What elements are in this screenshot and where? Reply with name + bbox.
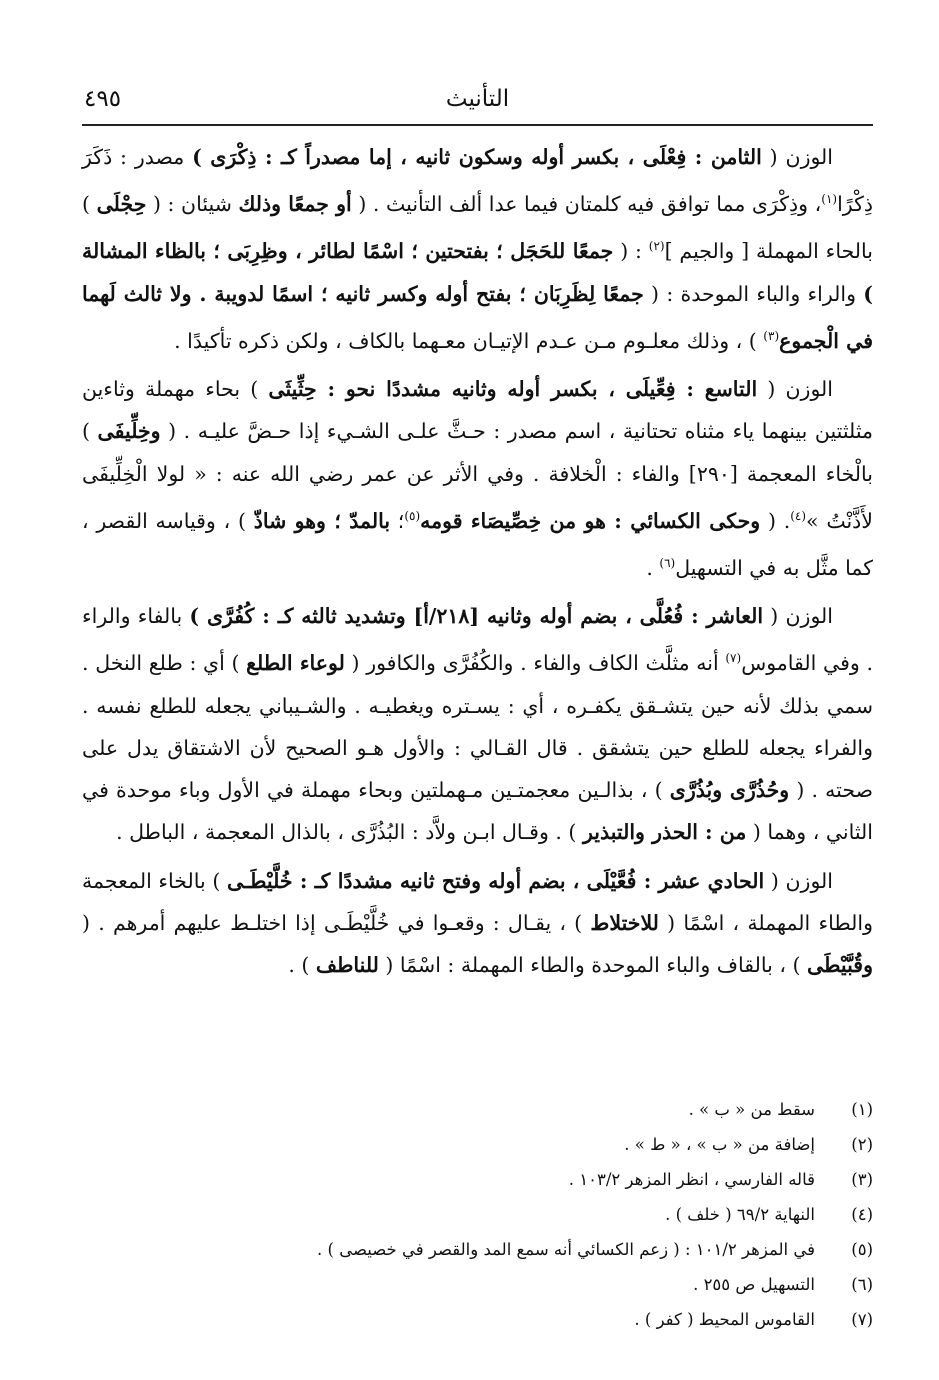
paragraph-ninth-pattern [82,368,873,589]
sharh-text: : ( [613,239,649,264]
sharh-text: ) ، بذالـين معجمتـين مـهملتين وبحاء مهملة في الأول وباء موحدة في الثاني ، وهما ( [82,778,873,845]
matn-text: الثامن : فِعْلَى ، بكسر أوله وسكون ثانيه ، إما مصدراً كـ : ذِكْرَى ) [192,145,762,169]
footnote-marker: (١) [821,192,838,207]
matn-text: التاسع : فِعِّيلَى ، بكسر أوله وثانيه مشددًا نحو : حِثِّيثَى [268,376,758,401]
running-title: التأنيث [445,86,510,112]
sharh-text: مصدر : ذَكَرَ ذِكْرًا [82,145,873,217]
footnote-item [82,1197,873,1232]
sharh-text: الوزن ( [761,145,833,169]
matn-text: جمعًا لِظَرِبَان ؛ بفتح أوله وكسر ثانيه ؛ اسمًا لدويبة . ولا ثالث لَهما في الْجموع [82,281,873,353]
footnote-marker: (٥) [404,508,421,523]
sharh-text: والراء والباء الموحدة : ( [643,281,864,306]
sharh-text: الوزن ( [757,376,833,401]
sharh-text: ) بالْخاء المعجمة [٢٩٠] والفاء : الْخلافة . وفي الأثر عن عمر رضي الله عنه : « لولا الْخِلِّيفَى لأَذَّنْتُ » [82,419,874,533]
sharh-text: ، وذِكْرَى مما توافق فيه كلمتان فيما عدا ألف التأنيث . ( [351,192,822,217]
footnote-number: (٣) [851,1170,873,1189]
sharh-text: الوزن ( [764,868,833,893]
matn-text: للاختلاط [590,911,659,936]
sharh-text: الوزن ( [763,604,833,629]
sharh-text: ؛ [390,508,405,533]
matn-text: الحادي عشر : فُعَّيْلَى ، بضم أوله وفتح ثانيه مشددًا كـ : خُلَّيْطَـى [227,868,765,893]
sharh-text: . [646,555,660,580]
sharh-text: ) . وقـال ابـن ولاَّد : البُذُرَّى ، بالذال المعجمة ، الباطل . [116,820,583,845]
sharh-text: ) . [288,953,316,978]
footnote-item [82,1302,873,1337]
matn-text: للناطف [315,953,379,978]
footnote-item [82,1092,873,1127]
footnote-text: النهاية ٦٩/٢ ( خلف ) . [665,1205,815,1224]
matn-text: لوعاء الطلع [246,651,345,676]
main-text [82,136,873,987]
footnote-marker: (٦) [659,555,676,570]
page-number: ٤٩٥ [84,86,122,112]
sharh-text: ) ، وذلك معلـوم مـن عـدم الإتيـان معـهما بالكاف ، ولكن ذكره تأكيدًا . [174,328,764,353]
footnote-item [82,1232,873,1267]
sharh-text: ) بالخاء المعجمة والطاء المهملة ، اسْمًا ( [82,868,873,936]
footnote-text: قاله الفارسي ، انظر المزهر ١٠٣/٢ . [568,1170,815,1189]
matn-text: حِجْلَى [96,192,147,217]
footnote-text: إضافة من « ب » ، « ط » . [624,1135,815,1154]
footnote-number: (٧) [851,1310,873,1329]
footnote-number: (٢) [851,1135,873,1154]
footnote-item [82,1162,873,1197]
footnote-number: (١) [851,1100,873,1119]
sharh-text: شيئان : ( [146,192,239,217]
footnote-marker: (٧) [725,651,742,666]
page-header [82,84,873,126]
sharh-text: ) أي : طلع النخل . سمي بذلك لأنه حين يتشـقق يكفـره ، أي : يسـتره ويغطيـه . والشـيباني يجعله للطلع نفسه . والفراء يجعله للطلع حين يتشقق . قال القـالي : والأول هـو الصحيح لأن الاشتقاق يدل على صحته . ( [82,651,873,803]
footnote-marker: (٣) [763,328,780,343]
sharh-text: بالفاء والراء . وفي القاموس [82,604,873,676]
footnotes [82,1092,873,1337]
sharh-text: أنه مثلَّث الكاف والفاء . والكُفُرَّى والكافور ( [344,651,726,676]
matn-text: أو جمعًا وذلك [238,192,352,217]
sharh-text: ) بالحاء المهملة [ والجيم ] [82,192,873,264]
matn-text: بالمدّ ؛ وهو شاذّ [253,508,391,533]
footnote-text: القاموس المحيط ( كفر ) . [634,1310,815,1329]
footnote-text: التسهيل ص ٢٥٥ . [693,1275,815,1294]
sharh-text: ) بحاء مهملة وثاءين مثلثتين بينهما ياء مثناه تحتانية ، اسم مصدر : حـثَّ علـى الشـيء إذا حـضَّ عليـه . ( [82,376,873,444]
sharh-text: ) ، بالقاف والباء الموحدة والطاء المهملة : اسْمًا ( [378,953,808,978]
matn-text: وخِلِّيفَى [97,419,161,444]
footnote-text: في المزهر ١٠١/٢ : ( زعم الكسائي أنه سمع المد والقصر في خصيصى ) . [317,1240,815,1259]
matn-text: وحكى الكسائي : هو من خِصِّيصَاء قومه [420,508,761,533]
sharh-text: ) ، وقياسه القصر ، كما مثَّل به في التسهيل [82,508,873,580]
footnote-marker: (٢) [648,239,665,254]
paragraph-eighth-pattern [82,136,873,362]
footnote-item [82,1127,873,1162]
sharh-text: ) ، يقـال : وقعـوا في خُلَّيْطَـى إذا اختلـط عليهم أمرهم . ( [82,911,591,936]
paragraph-eleventh-pattern [82,860,873,987]
sharh-text: . ( [760,508,791,533]
matn-text: العاشر : فُعُلَّى ، بضم أوله وثانيه [٢١٨/أ] وتشديد ثالثه كـ : كُفُرَّى ) [189,604,764,629]
footnote-number: (٦) [851,1275,873,1294]
paragraph-tenth-pattern [82,595,873,854]
matn-text: جمعًا للحَجَل ؛ بفتحتين ؛ اسْمًا لطائر ، وظِرِبَى ؛ بالظاء المشالة ) [82,239,873,306]
footnote-number: (٥) [851,1240,873,1259]
footnote-item [82,1267,873,1302]
matn-text: وحُذُرَّى وبُذُرَّى [669,778,790,803]
matn-text: من : الحذر والتبذير [582,820,747,845]
footnote-text: سقط من « ب » . [688,1100,815,1119]
footnote-marker: (٤) [790,508,807,523]
footnote-number: (٤) [851,1205,873,1224]
matn-text: وقُبَّيْطَى [807,953,873,978]
